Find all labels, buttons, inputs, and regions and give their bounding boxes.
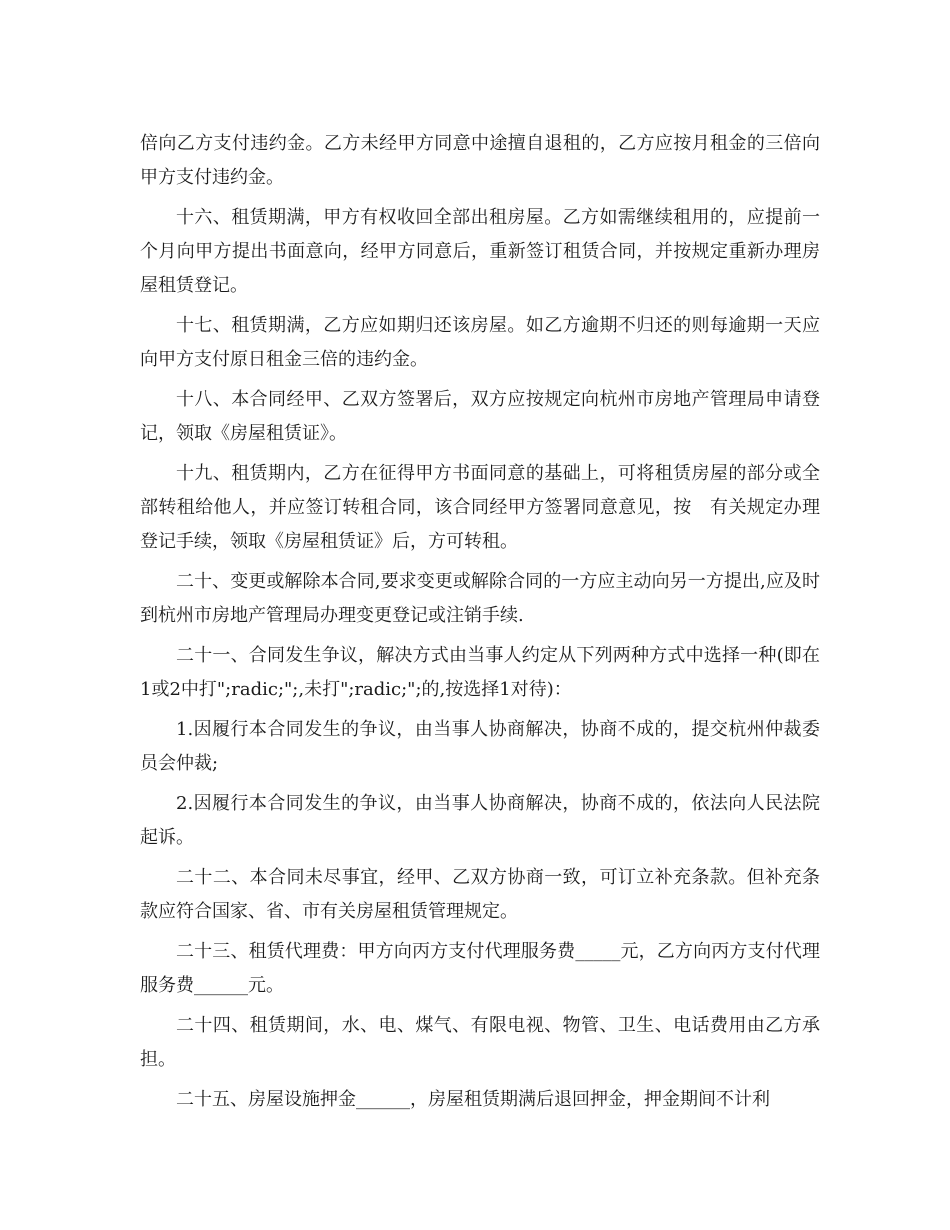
paragraph-clause-25: 二十五、房屋设施押金______，房屋租赁期满后退回押金，押金期间不计利 — [176, 1089, 770, 1110]
paragraph-clause-20: 二十、变更或解除本合同,要求变更或解除合同的一方应主动向另一方提出,应及时到杭州市房地产管理局办理变更登记或注销手续. — [140, 571, 820, 626]
paragraph-clause-24: 二十四、租赁期间，水、电、煤气、有限电视、物管、卫生、电话费用由乙方承担。 — [140, 1015, 820, 1070]
paragraph-clause-19: 十九、租赁期内，乙方在征得甲方书面同意的基础上，可将租赁房屋的部分或全部转租给他人，并应签订转租合同，该合同经甲方签署同意意见，按 有关规定办理登记手续，领取《房屋租赁证》后，方可转租。 — [140, 463, 820, 552]
paragraph-clause-23: 二十三、租赁代理费：甲方向丙方支付代理服务费_____元，乙方向丙方支付代理服务费______元。 — [140, 941, 820, 996]
document-body — [140, 127, 820, 1123]
paragraph-clause-17: 十七、租赁期满，乙方应如期归还该房屋。如乙方逾期不归还的则每逾期一天应向甲方支付原日租金三倍的违约金。 — [140, 315, 820, 370]
paragraph-clause-16: 十六、租赁期满，甲方有权收回全部出租房屋。乙方如需继续租用的，应提前一个月向甲方提出书面意向，经甲方同意后，重新签订租赁合同，并按规定重新办理房屋租赁登记。 — [140, 207, 820, 296]
paragraph-clause-22: 二十二、本合同未尽事宜，经甲、乙双方协商一致，可订立补充条款。但补充条款应符合国家、省、市有关房屋租赁管理规定。 — [140, 867, 820, 922]
paragraph-clause-21: 二十一、合同发生争议，解决方式由当事人约定从下列两种方式中选择一种(即在1或2中打";radic;";,未打";radic;";的,按选择1对待)： — [140, 645, 820, 700]
paragraph-option-1: 1.因履行本合同发生的争议，由当事人协商解决，协商不成的，提交杭州仲裁委员会仲裁; — [140, 719, 820, 774]
paragraph-continuation: 倍向乙方支付违约金。乙方未经甲方同意中途擅自退租的，乙方应按月租金的三倍向甲方支付违约金。 — [140, 133, 820, 188]
paragraph-clause-18: 十八、本合同经甲、乙双方签署后，双方应按规定向杭州市房地产管理局申请登记，领取《房屋租赁证》。 — [140, 389, 820, 444]
paragraph-option-2: 2.因履行本合同发生的争议，由当事人协商解决，协商不成的，依法向人民法院起诉。 — [140, 793, 820, 848]
